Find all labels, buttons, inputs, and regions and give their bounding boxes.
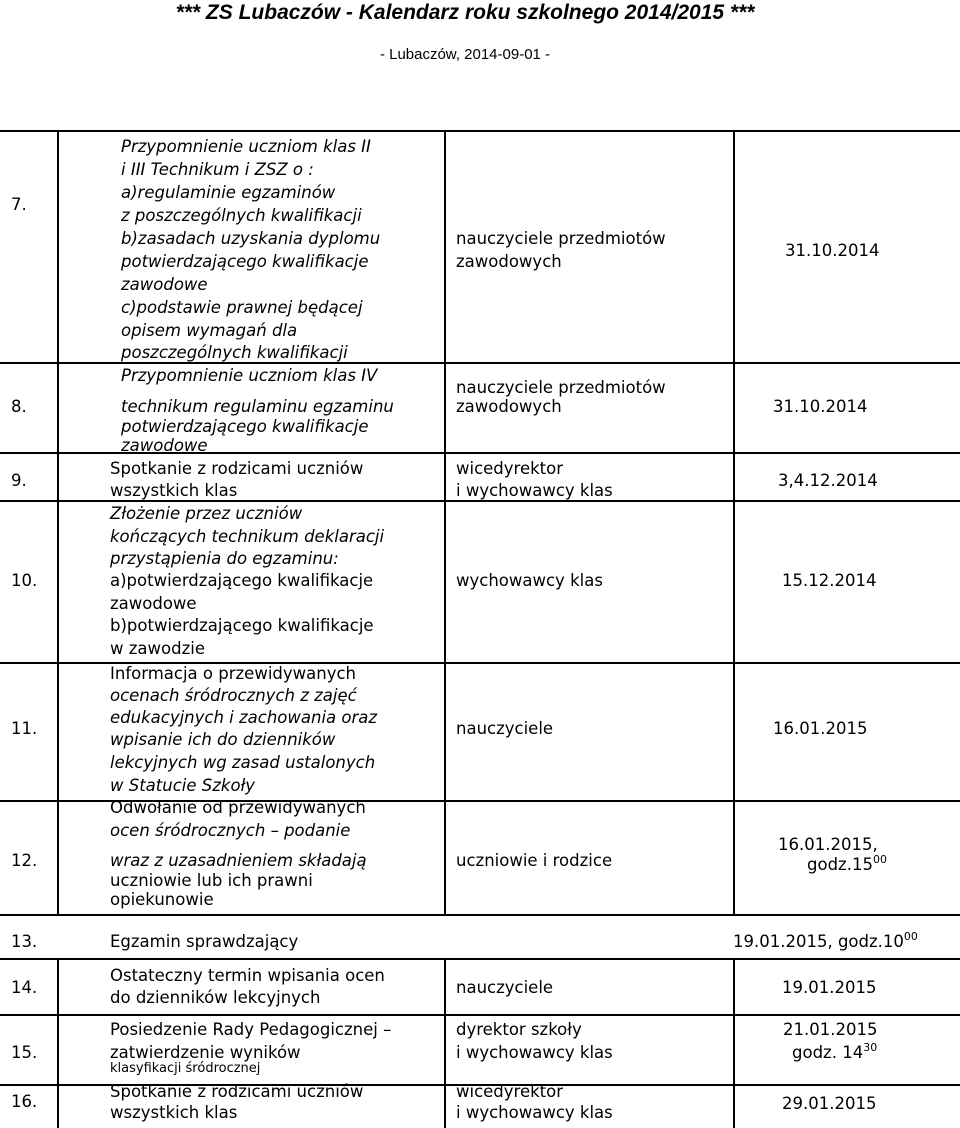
task-line: c)podstawie prawnej będącej <box>121 298 363 317</box>
responsible-line: nauczyciele przedmiotów <box>456 378 666 397</box>
row-number: 7. <box>11 195 27 214</box>
task-line: Informacja o przewidywanych <box>110 664 357 683</box>
row-number: 9. <box>11 471 27 490</box>
task-line: ocenach śródrocznych z zajęć <box>110 686 357 705</box>
task-line: Spotkanie z rodzicami uczniów <box>110 459 364 478</box>
task-line: Ostateczny termin wpisania ocen <box>110 966 385 985</box>
task-line: kończących technikum deklaracji <box>110 527 385 546</box>
task-line: w Statucie Szkoły <box>110 776 256 795</box>
task-line: potwierdzającego kwalifikacje <box>121 417 369 436</box>
task-line: i III Technikum i ZSZ o : <box>121 160 314 179</box>
task-line: klasyfikacji śródrocznej <box>110 1061 261 1076</box>
responsible-line: nauczyciele <box>456 719 554 738</box>
task-line: zatwierdzenie wyników <box>110 1043 301 1062</box>
page-subtitle: - Lubaczów, 2014-09-01 - <box>379 46 551 63</box>
responsible-line: i wychowawcy klas <box>456 481 613 500</box>
responsible-line: nauczyciele <box>456 978 554 997</box>
date: 31.10.2014 <box>773 397 868 416</box>
responsible-line: zawodowych <box>456 252 562 271</box>
task-line: Spotkanie z rodzicami uczniów <box>110 1082 364 1101</box>
task-line: b)potwierdzającego kwalifikacje <box>110 616 374 635</box>
table-column-rule <box>444 130 446 914</box>
date: 19.01.2015 <box>782 978 877 997</box>
responsible-line: wychowawcy klas <box>456 571 603 590</box>
date: 31.10.2014 <box>785 241 880 260</box>
date: 15.12.2014 <box>782 571 877 590</box>
responsible-line: nauczyciele przedmiotów <box>456 229 666 248</box>
row-number: 8. <box>11 397 27 416</box>
task-line: Posiedzenie Rady Pedagogicznej – <box>110 1020 392 1039</box>
responsible-line: dyrektor szkoły <box>456 1020 582 1039</box>
time-superscript: 30 <box>863 1041 878 1054</box>
task-line: Egzamin sprawdzający <box>110 932 299 951</box>
row-number: 13. <box>11 932 38 951</box>
task-line: b)zasadach uzyskania dyplomu <box>121 229 381 248</box>
table-rule <box>0 914 960 916</box>
task-line: Odwołanie od przewidywanych <box>110 798 366 817</box>
task-line: wraz z uzasadnieniem składają <box>110 851 367 870</box>
responsible-line: wicedyrektor <box>456 1082 564 1101</box>
responsible-line: i wychowawcy klas <box>456 1043 613 1062</box>
table-column-rule <box>733 130 735 914</box>
task-line: opiekunowie <box>110 890 214 909</box>
table-rule <box>0 130 960 132</box>
date: 16.01.2015 <box>773 719 868 738</box>
task-line: wpisanie ich do dzienników <box>110 730 336 749</box>
table-column-rule <box>733 958 735 1128</box>
task-line: wszystkich klas <box>110 481 238 500</box>
task-line: opisem wymagań dla <box>121 321 298 340</box>
time-superscript: 00 <box>872 853 887 866</box>
row-number: 11. <box>11 719 38 738</box>
date-time <box>733 931 918 954</box>
row-number: 16. <box>11 1092 38 1111</box>
task-line: do dzienników lekcyjnych <box>110 988 321 1007</box>
responsible-line: uczniowie i rodzice <box>456 851 613 870</box>
task-line: zawodowe <box>121 275 208 294</box>
table-column-rule <box>57 958 59 1128</box>
date-time <box>807 854 887 877</box>
row-number: 10. <box>11 571 38 590</box>
date-line: godz. 14 <box>792 1043 864 1062</box>
task-line: poszczególnych kwalifikacji <box>121 343 348 362</box>
task-line: w zawodzie <box>110 639 205 658</box>
date: 29.01.2015 <box>782 1094 877 1113</box>
task-line: potwierdzającego kwalifikacje <box>121 252 369 271</box>
task-line: uczniowie lub ich prawni <box>110 871 313 890</box>
row-number: 14. <box>11 978 38 997</box>
task-line: Przypomnienie uczniom klas IV <box>121 366 378 385</box>
row-number: 15. <box>11 1043 38 1062</box>
task-line: przystąpienia do egzaminu: <box>110 549 339 568</box>
page-title: *** ZS Lubaczów - Kalendarz roku szkolnego 2014/2015 *** <box>175 1 755 24</box>
table-rule <box>0 1014 960 1016</box>
time-superscript: 00 <box>903 930 918 943</box>
task-line: edukacyjnych i zachowania oraz <box>110 708 378 727</box>
responsible-line: i wychowawcy klas <box>456 1103 613 1122</box>
task-line: a)regulaminie egzaminów <box>121 183 336 202</box>
task-line: Złożenie przez uczniów <box>110 504 303 523</box>
task-line: ocen śródrocznych – podanie <box>110 821 351 840</box>
responsible-line: wicedyrektor <box>456 459 564 478</box>
table-column-rule <box>444 958 446 1128</box>
date-line: 16.01.2015, <box>778 835 878 854</box>
date: 3,4.12.2014 <box>778 471 878 490</box>
task-line: zawodowe <box>110 594 197 613</box>
date-time <box>792 1042 877 1065</box>
task-line: a)potwierdzającego kwalifikacje <box>110 571 374 590</box>
row-number: 12. <box>11 851 38 870</box>
table-column-rule <box>57 130 59 914</box>
responsible-line: zawodowych <box>456 397 562 416</box>
task-line: lekcyjnych wg zasad ustalonych <box>110 753 376 772</box>
task-line: technikum regulaminu egzaminu <box>121 397 394 416</box>
date-line: 21.01.2015 <box>783 1020 878 1039</box>
table-rule <box>0 958 960 960</box>
task-line: wszystkich klas <box>110 1103 238 1122</box>
task-line: z poszczególnych kwalifikacji <box>121 206 362 225</box>
task-line: zawodowe <box>121 436 208 455</box>
date-line: godz.15 <box>807 855 873 874</box>
task-line: Przypomnienie uczniom klas II <box>121 137 371 156</box>
date: 19.01.2015, godz.10 <box>733 932 904 951</box>
